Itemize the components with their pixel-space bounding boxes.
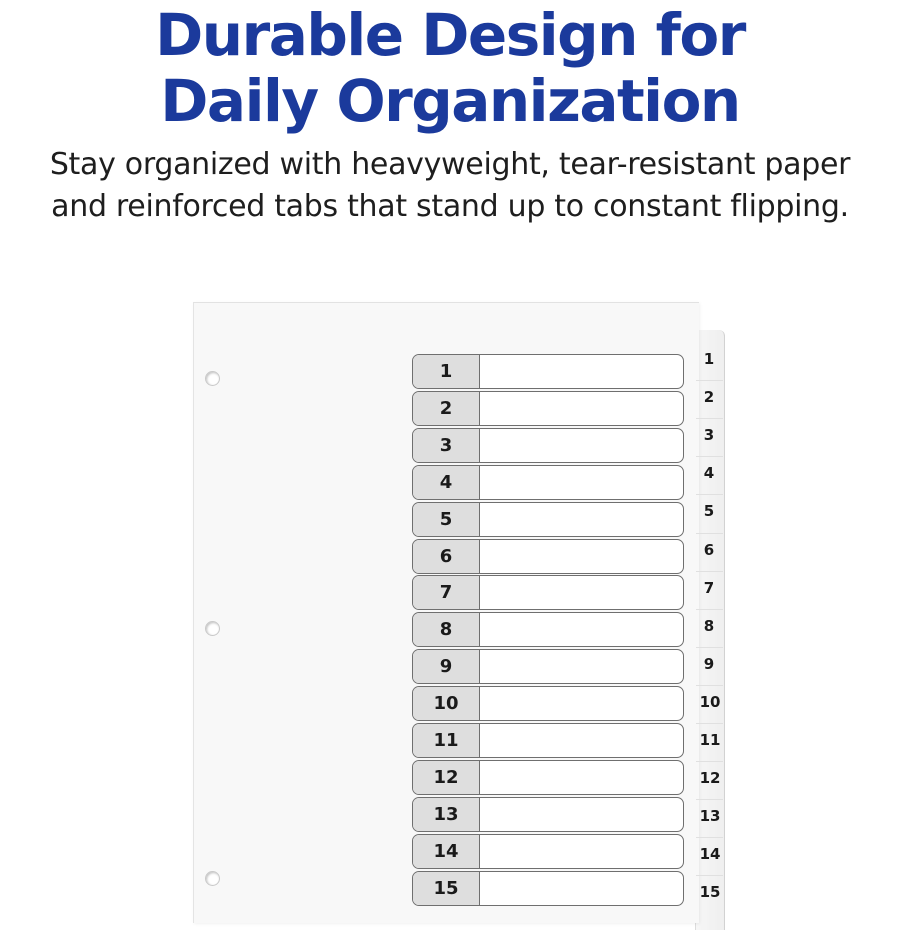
toc-row-number: 4 <box>413 466 480 499</box>
side-tab-label: 15 <box>699 883 721 902</box>
toc-row <box>412 686 684 721</box>
side-tab-label: 10 <box>699 692 721 711</box>
side-tab-label: 12 <box>699 769 721 788</box>
side-tab-label: 3 <box>703 426 715 445</box>
side-tab-edge <box>696 609 723 610</box>
toc-row <box>412 649 684 684</box>
side-tab-edge <box>696 761 723 762</box>
side-tab-edge <box>696 533 723 534</box>
side-tab-edge <box>696 571 723 572</box>
toc-row-number: 15 <box>413 872 480 905</box>
side-tab-label: 5 <box>703 502 715 521</box>
side-tab-label: 9 <box>703 654 715 673</box>
toc-row <box>412 502 684 537</box>
toc-row-number: 1 <box>413 355 480 388</box>
subhead-line-1: Stay organized with heavyweight, tear-resistant paper <box>49 147 851 182</box>
side-tab-edge <box>696 685 723 686</box>
toc-row-number: 9 <box>413 650 480 683</box>
toc-row-number: 2 <box>413 392 480 425</box>
toc-row <box>412 354 684 389</box>
toc-row-number: 3 <box>413 429 480 462</box>
toc-row <box>412 834 684 869</box>
side-tab-label: 13 <box>699 807 721 826</box>
side-tab-edge <box>696 799 723 800</box>
toc-row <box>412 391 684 426</box>
toc-row-number: 11 <box>413 724 480 757</box>
headline-line-1: Durable Design for <box>155 1 745 69</box>
side-tab-label: 14 <box>699 845 721 864</box>
side-tab-label: 2 <box>703 388 715 407</box>
side-tab-edge <box>696 418 723 419</box>
side-tab-label: 1 <box>703 350 715 368</box>
toc-row-number: 7 <box>413 576 480 609</box>
punch-hole-top <box>205 371 220 386</box>
toc-row <box>412 539 684 574</box>
side-tab-edge <box>696 494 723 495</box>
toc-row <box>412 797 684 832</box>
punch-hole-middle <box>205 621 220 636</box>
side-tab-edge <box>696 837 723 838</box>
toc-row-number: 10 <box>413 687 480 720</box>
side-tab-edge <box>696 456 723 457</box>
headline-line-2: Daily Organization <box>160 67 740 135</box>
toc-row <box>412 465 684 500</box>
side-tab-label: 6 <box>703 540 715 559</box>
toc-row <box>412 575 684 610</box>
side-tab-label: 8 <box>703 616 715 635</box>
toc-row <box>412 612 684 647</box>
toc-row-number: 14 <box>413 835 480 868</box>
side-tab-label: 7 <box>703 578 715 597</box>
side-tab-edge <box>696 380 723 381</box>
toc-row-number: 5 <box>413 503 480 536</box>
toc-row <box>412 428 684 463</box>
punch-hole-bottom <box>205 871 220 886</box>
toc-row <box>412 723 684 758</box>
side-tab-label: 4 <box>703 464 715 483</box>
side-tab-label: 11 <box>699 731 721 749</box>
toc-row-number: 6 <box>413 540 480 573</box>
toc-row-number: 8 <box>413 613 480 646</box>
side-tab-edge <box>696 723 723 724</box>
toc-row <box>412 871 684 906</box>
subhead-line-2: and reinforced tabs that stand up to constant flipping. <box>51 189 849 224</box>
toc-row-number: 13 <box>413 798 480 831</box>
side-tab-edge <box>696 875 723 876</box>
side-tab-edge <box>696 647 723 648</box>
toc-row-number: 12 <box>413 761 480 794</box>
toc-row <box>412 760 684 795</box>
